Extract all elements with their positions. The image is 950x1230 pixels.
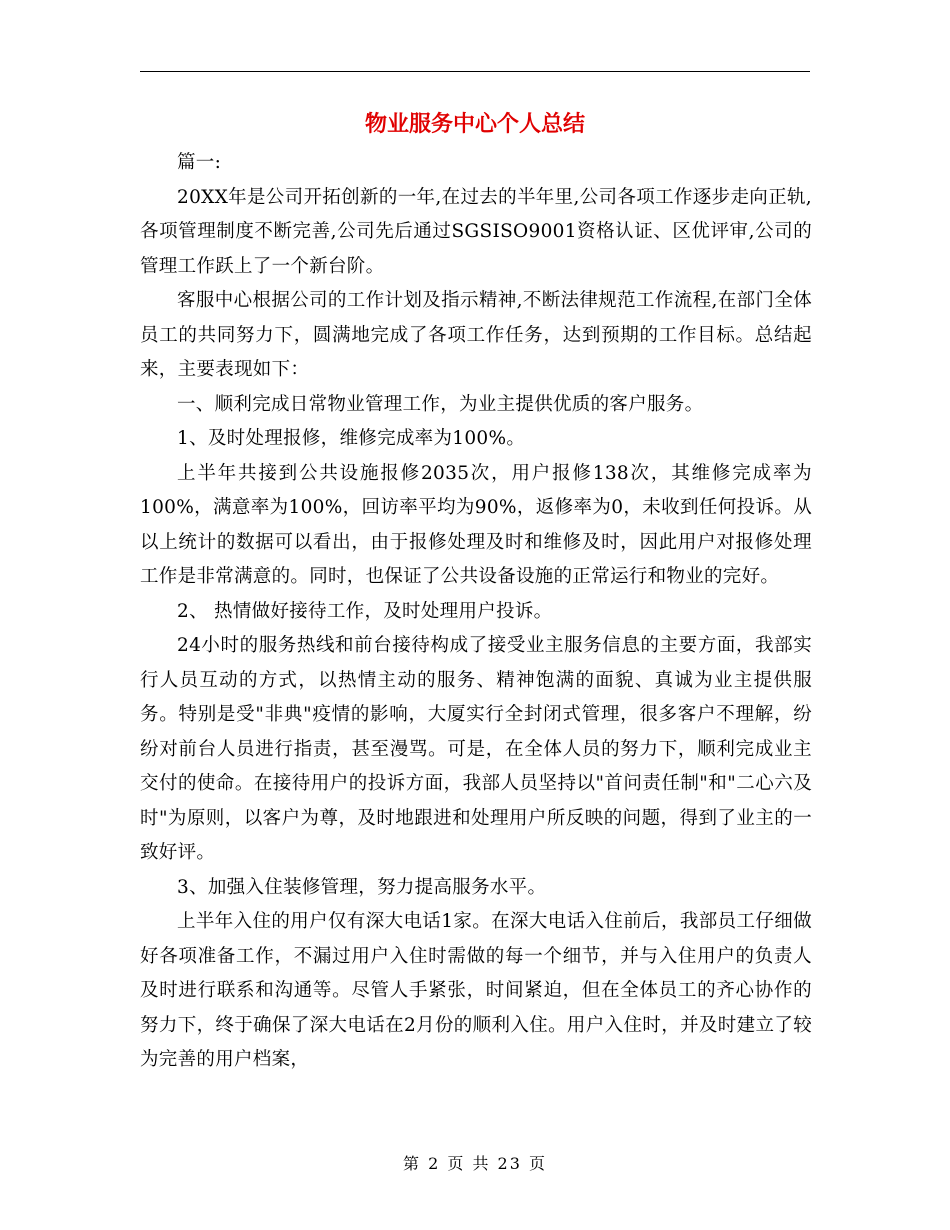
document-title: 物业服务中心个人总结 [364,112,585,137]
paragraph: 上半年入住的用户仅有深大电话1家。在深大电话入住前后，我部员工仔细做好各项准备工作，不漏过用户入住时需做的每一个细节，并与入住用户的负责人及时进行联系和沟通等。尽管人手紧张，时间紧迫，但在全体员工的齐心协作的努力下，终于确保了深大电话在2月份的顺利入住。用户入住时，并及时建立了较为完善的用户档案， [140,911,812,1070]
document-body [140,146,812,1078]
section-heading: 一、顺利完成日常物业管理工作，为业主提供优质的客户服务。 [177,393,704,415]
subsection-heading: 1、及时处理报修，维修完成率为100%。 [177,428,526,449]
header-rule [140,71,810,72]
page-number: 第 2 页 共 23 页 [403,1154,547,1173]
subsection-heading: 3、加强入住装修管理，努力提高服务水平。 [177,876,547,898]
paragraph: 客服中心根据公司的工作计划及指示精神,不断法律规范工作流程,在部门全体员工的共同努力下，圆满地完成了各项工作任务，达到预期的工作目标。总结起来，主要表现如下： [140,290,812,380]
paragraph: 24小时的服务热线和前台接待构成了接受业主服务信息的主要方面，我部实行人员互动的方式，以热情主动的服务、精神饱满的面貌、真诚为业主提供服务。特别是受"非典"疫情的影响，大厦实行全封闭式管理，很多客户不理解，纷纷对前台人员进行指责，甚至漫骂。可是，在全体人员的努力下，顺利完成业主交付的使命。在接待用户的投诉方面，我部人员坚持以"首问责任制"和"二心六及时"为原则，以客户为尊，及时地跟进和处理用户所反映的问题，得到了业主的一致好评。 [140,635,812,863]
subsection-heading: 2、 热情做好接待工作，及时处理用户投诉。 [177,600,553,622]
paragraph: 上半年共接到公共设施报修2035次，用户报修138次，其维修完成率为100%，满意率为100%，回访率平均为90%，返修率为0，未收到任何投诉。从以上统计的数据可以看出，由于报修处理及时和维修及时，因此用户对报修处理工作是非常满意的。同时，也保证了公共设备设施的正常运行和物业的完好。 [140,462,812,587]
paragraph: 篇一: [177,152,222,173]
paragraph: 20XX年是公司开拓创新的一年,在过去的半年里,公司各项工作逐步走向正轨,各项管理制度不断完善,公司先后通过SGSISO9001资格认证、区优评审,公司的管理工作跃上了一个新台阶。 [140,186,812,277]
